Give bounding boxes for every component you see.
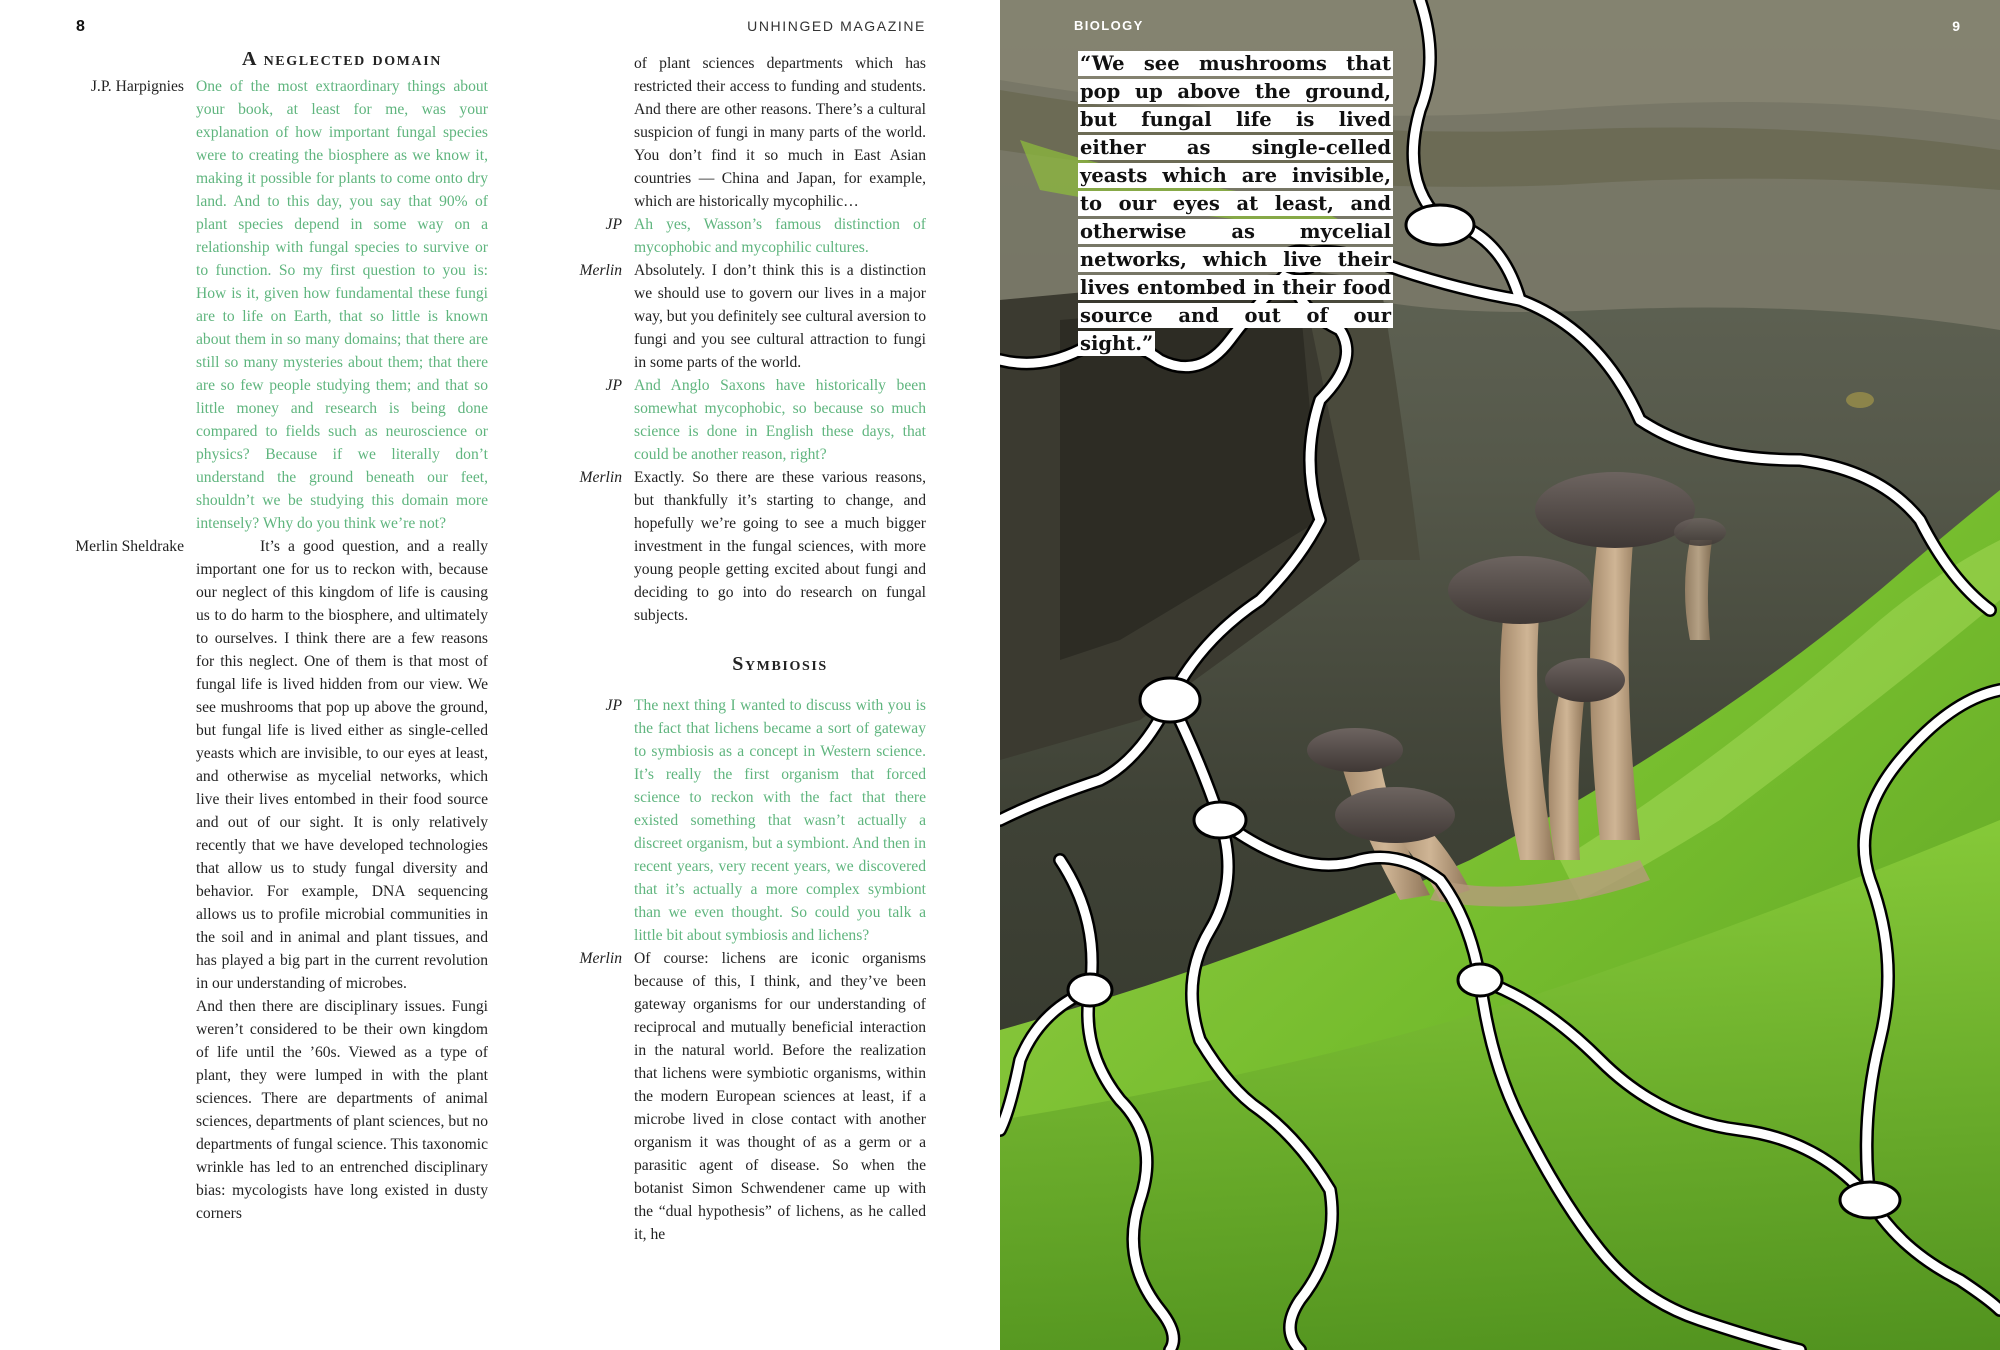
speaker-label-jp: J.P. Harpignies bbox=[90, 78, 184, 95]
answer-merlin-1 bbox=[75, 535, 488, 995]
answer-continuation: of plant sciences departments which has restricted their access to funding and students. And there are other reasons. There’s a cultural suspicion of fungi in many parts of the world. You don’t find it so much in East Asian countries — China and Japan, for example, which are historically mycophilic… bbox=[634, 55, 926, 210]
answer-merlin-2 bbox=[579, 259, 926, 374]
question-text: The next thing I wanted to discuss with you is the fact that lichens became a sort of gateway to symbiosis as a concept in Western science. It’s really the first organism that forced science to reckon with the fact that there existed something that wasn’t actually a discreet organism, but a symbiont. And then in recent years, very recent years, we discovered that it’s actually a more complex symbiont than we even thought. So could you talk a little bit about symbiosis and lichens? bbox=[634, 697, 926, 944]
speaker-label-merlin: Merlin bbox=[579, 262, 622, 279]
running-head: UNHINGED MAGAZINE bbox=[747, 18, 926, 34]
section-category-label: BIOLOGY bbox=[1074, 18, 1144, 33]
question-jp-4 bbox=[605, 694, 926, 947]
speaker-label-jp: JP bbox=[605, 377, 622, 394]
answer-merlin-3 bbox=[579, 466, 926, 627]
answer-text: It’s a good question, and a really important one for us to reckon with, because our neglect of this kingdom of life is causing us to do harm to the biosphere, and ultimately to ourselves. I think there are a few reasons for this neglect. One of them is that most of fungal life is lived hidden from our view. We see mushrooms that pop up above the ground, but fungal life is lived either as single-celled yeasts which are invisible, to our eyes at least, and otherwise as mycelial networks, which live their lives entombed in their food source and out of our sight. It is only relatively recently that we have developed technologies that allow us to study fungal diversity and behavior. For example, DNA sequencing allows us to profile microbial communities in the soil and in animal and plant tissues, and has played a big part in the current revolution in our understanding of microbes. bbox=[196, 538, 488, 992]
answer-text: Absolutely. I don’t think this is a distinction we should use to govern our lives in a major way, but you definitely see cultural aversion to fungi and you see cultural attraction to fungi in some parts of the world. bbox=[634, 262, 926, 371]
pull-quote-text: “We see mushrooms that pop up above the ground, but fungal life is lived either as single-celled yeasts which are invisible, to our eyes at least, and otherwise as mycelial networks, which live their lives entombed in their food source and out of our sight.” bbox=[1080, 52, 1391, 355]
answer-text: Exactly. So there are these various reasons, but thankfully it’s starting to change, and hopefully we’re going to see a much bigger investment in the fungal sciences, with more young people getting excited about fungi and deciding to go into do research on fungal subjects. bbox=[634, 469, 926, 624]
speaker-label-jp: JP bbox=[605, 216, 622, 233]
speaker-label-jp: JP bbox=[605, 697, 622, 714]
question-text: One of the most extraordinary things about your book, at least for me, was your explanation of how important fungal species were to creating the biosphere as we know it, making it possible for plants to come onto dry land. And to this day, you say that 90% of plant species depend in some way on a relationship with fungal species to survive or to function. So my first question to you is: How is it, given how fundamental these fungi are to life on Earth, that so little is known about them in so many domains; that there are still so many mysteries about them; that there are so few people studying them; and that so little money and research is being done compared to fields such as neuroscience or physics? Because if we literally don’t understand the ground beneath our feet, shouldn’t we be studying this domain more intensely? Why do you think we’re not? bbox=[196, 78, 488, 532]
question-text: And Anglo Saxons have historically been somewhat mycophobic, so because so much science is done in English these days, that could be another reason, right? bbox=[634, 377, 926, 463]
speaker-label-merlin: Merlin bbox=[579, 469, 622, 486]
question-jp-2 bbox=[605, 213, 926, 259]
text-column-2 bbox=[579, 52, 926, 1246]
text-column-1 bbox=[75, 48, 488, 1225]
pull-quote bbox=[1078, 50, 1393, 358]
section-title-neglected-domain: A neglected domain bbox=[242, 48, 442, 70]
page-number-right: 9 bbox=[1952, 18, 1960, 34]
question-text: Ah yes, Wasson’s famous distinction of mycophobic and mycophilic cultures. bbox=[634, 216, 926, 256]
speaker-label-merlin: Merlin bbox=[579, 950, 622, 967]
answer-text: Of course: lichens are iconic organisms because of this, I think, and they’ve been gateway organisms for our understanding of reciprocal and mutually beneficial interaction in the natural world. Before the realization that lichens were symbiotic organisms, within the modern European sciences at least, if a microbe lived in close contact with another organism it was thought of as a germ or a parasitic agent of disease. So when the botanist Simon Schwendener came up with the “dual hypothesis” of lichens, as he called it, he bbox=[634, 950, 926, 1243]
question-jp-3 bbox=[605, 374, 926, 466]
answer-merlin-4 bbox=[579, 947, 926, 1246]
section-title-symbiosis: Symbiosis bbox=[732, 653, 828, 675]
question-jp-1 bbox=[90, 75, 488, 535]
answer-merlin-1b: And then there are disciplinary issues. Fungi weren’t considered to be their own kingdom of life until the ’60s. Viewed as a type of plant, they were lumped in with the plant sciences. There are departments of animal sciences, departments of plant sciences, but no departments of fungal science. This taxonomic wrinkle has led to an entrenched disciplinary bias: mycologists have long existed in dusty corners bbox=[196, 998, 488, 1222]
right-page bbox=[1000, 0, 2000, 1350]
speaker-label-merlin: Merlin Sheldrake bbox=[75, 538, 184, 555]
page-number-left: 8 bbox=[76, 18, 85, 35]
